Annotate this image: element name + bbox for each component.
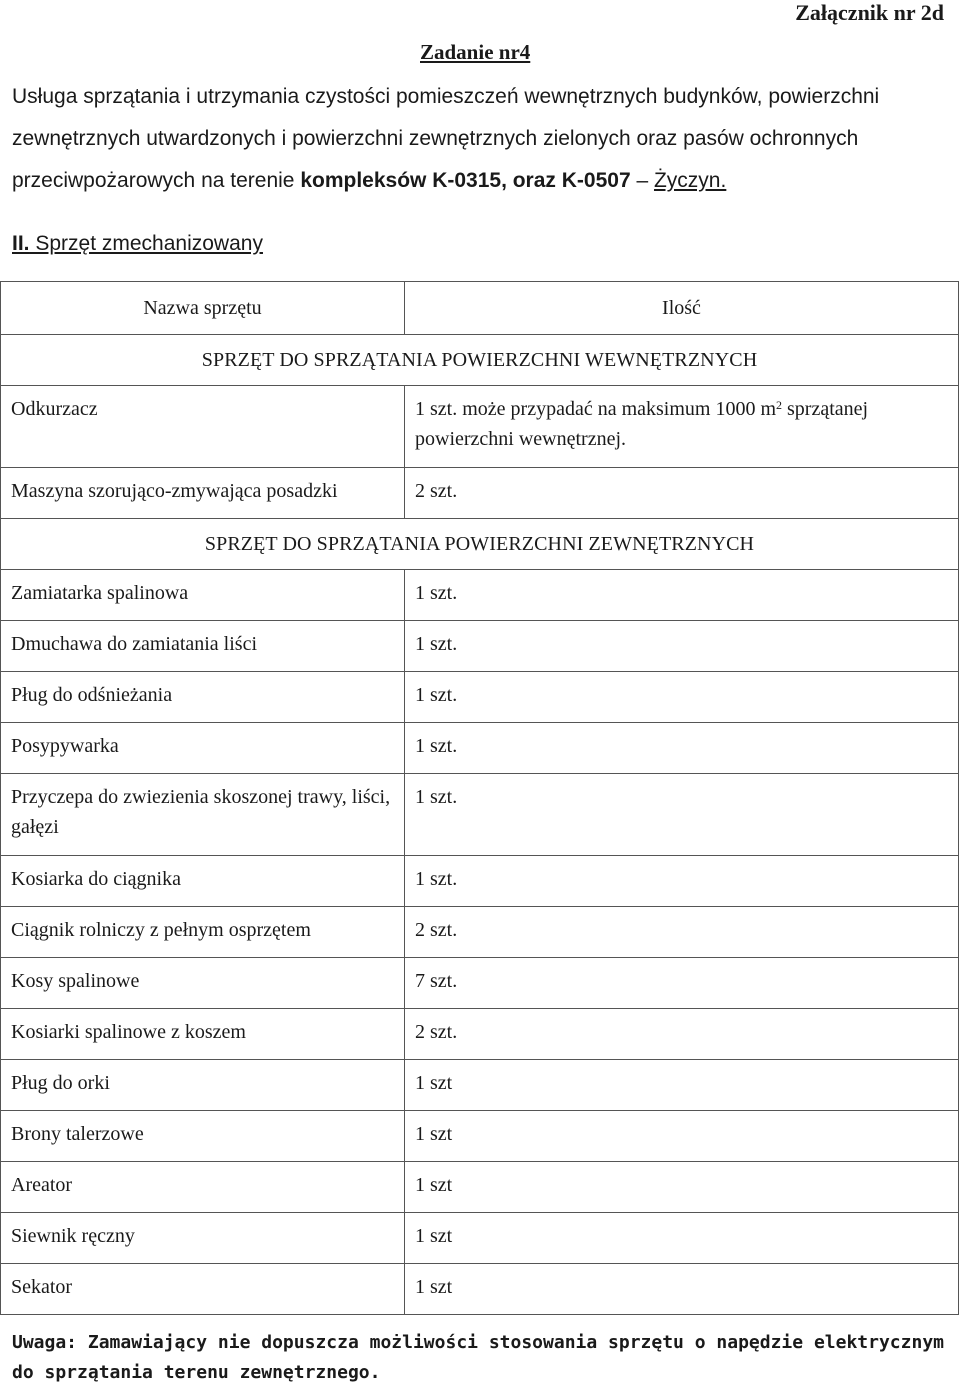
equipment-quantity: 1 szt. xyxy=(405,570,959,621)
table-row xyxy=(1,1009,959,1060)
equipment-name: Dmuchawa do zamiatania liści xyxy=(1,621,405,672)
quantity-text: 1 szt. może przypadać na maksimum 1000 m xyxy=(415,398,777,420)
table-row xyxy=(1,1060,959,1111)
table-row xyxy=(1,386,959,468)
table-row xyxy=(1,723,959,774)
table-row xyxy=(1,1264,959,1315)
header-name: Nazwa sprzętu xyxy=(1,282,405,335)
equipment-quantity: 2 szt. xyxy=(405,1009,959,1060)
table-row xyxy=(1,570,959,621)
annex-label: Załącznik nr 2d xyxy=(795,0,944,25)
category-row-external xyxy=(1,519,959,570)
equipment-quantity xyxy=(405,386,959,468)
header-quantity: Ilość xyxy=(405,282,959,335)
equipment-quantity: 1 szt xyxy=(405,1264,959,1315)
equipment-name: Maszyna szorująco-zmywająca posadzki xyxy=(1,468,405,519)
equipment-quantity: 1 szt. xyxy=(405,672,959,723)
intro-dash: – xyxy=(630,169,654,192)
equipment-quantity: 1 szt. xyxy=(405,856,959,907)
equipment-name: Kosiarki spalinowe z koszem xyxy=(1,1009,405,1060)
section-title: Sprzęt zmechanizowany xyxy=(29,232,263,255)
table-row xyxy=(1,672,959,723)
quantity-superscript: 2 xyxy=(776,398,783,412)
quantity-text-rest: sprzątanej powierzchni wewnętrznej. xyxy=(415,398,869,450)
equipment-name: Areator xyxy=(1,1162,405,1213)
category-row-internal xyxy=(1,335,959,386)
section-number: II. xyxy=(12,232,30,255)
equipment-name: Ciągnik rolniczy z pełnym osprzętem xyxy=(1,907,405,958)
table-row xyxy=(1,1111,959,1162)
intro-paragraph xyxy=(12,76,948,202)
intro-complexes: kompleksów K-0315, oraz K-0507 xyxy=(300,169,631,192)
equipment-quantity: 2 szt. xyxy=(405,907,959,958)
table-row xyxy=(1,856,959,907)
task-title: Zadanie nr4 xyxy=(420,40,531,64)
equipment-quantity: 1 szt xyxy=(405,1060,959,1111)
equipment-name: Odkurzacz xyxy=(1,386,405,468)
equipment-name: Posypywarka xyxy=(1,723,405,774)
equipment-name: Brony talerzowe xyxy=(1,1111,405,1162)
table-row xyxy=(1,1162,959,1213)
equipment-quantity: 1 szt. xyxy=(405,774,959,856)
equipment-quantity: 2 szt. xyxy=(405,468,959,519)
equipment-quantity: 1 szt xyxy=(405,1162,959,1213)
equipment-name: Przyczepa do zwiezienia skoszonej trawy, liści, gałęzi xyxy=(1,774,405,856)
table-row xyxy=(1,958,959,1009)
equipment-quantity: 1 szt. xyxy=(405,621,959,672)
table-row xyxy=(1,907,959,958)
table-row xyxy=(1,774,959,856)
equipment-name: Kosiarka do ciągnika xyxy=(1,856,405,907)
equipment-quantity: 1 szt xyxy=(405,1111,959,1162)
section-heading xyxy=(12,232,263,256)
equipment-table xyxy=(0,281,959,1315)
equipment-quantity: 1 szt xyxy=(405,1213,959,1264)
equipment-quantity: 7 szt. xyxy=(405,958,959,1009)
equipment-name: Siewnik ręczny xyxy=(1,1213,405,1264)
category-title-internal: SPRZĘT DO SPRZĄTANIA POWIERZCHNI WEWNĘTRZNYCH xyxy=(1,335,959,386)
table-row xyxy=(1,468,959,519)
category-title-external: SPRZĘT DO SPRZĄTANIA POWIERZCHNI ZEWNĘTRZNYCH xyxy=(1,519,959,570)
table-row xyxy=(1,621,959,672)
equipment-name: Pług do orki xyxy=(1,1060,405,1111)
intro-place: Życzyn. xyxy=(653,169,727,192)
equipment-name: Zamiatarka spalinowa xyxy=(1,570,405,621)
table-row xyxy=(1,1213,959,1264)
table-header-row xyxy=(1,282,959,335)
equipment-name: Sekator xyxy=(1,1264,405,1315)
note-paragraph: Uwaga: Zamawiający nie dopuszcza możliwości stosowania sprzętu o napędzie elektrycznym do sprzątania terenu zewnętrznego. xyxy=(12,1332,944,1383)
equipment-name: Kosy spalinowe xyxy=(1,958,405,1009)
intro-text: Usługa sprzątania i utrzymania czystości pomieszczeń wewnętrznych budynków, powierzchni zewnętrznych utwardzonych i powierzchni zewnętrznych zielonych oraz pasów ochronnych przeciwpożarowych na terenie xyxy=(12,85,880,192)
equipment-name: Pług do odśnieżania xyxy=(1,672,405,723)
equipment-quantity: 1 szt. xyxy=(405,723,959,774)
